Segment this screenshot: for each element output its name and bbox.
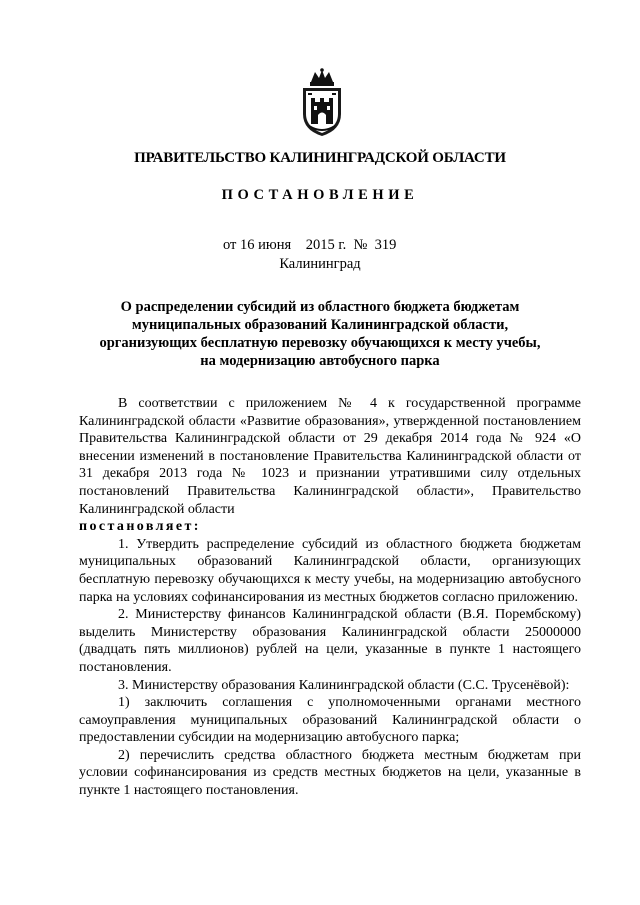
date-year: 2015 г. (305, 237, 347, 253)
government-name: ПРАВИТЕЛЬСТВО КАЛИНИНГРАДСКОЙ ОБЛАСТИ (134, 150, 506, 166)
preamble-paragraph: В соответствии с приложением № 4 к государственной программе Калининградской области «Развитие образования», утвержденной постановлением Правительства Калининградской области от 29 декабря 2014 года № 924 «О внесении изменений в постановление Правительства Калининградской области от 31 декабря 2013 года № 1023 и признании утратившими силу отдельных постановлений Правительства Калининградской области», Правительство Калининградской области (79, 396, 581, 517)
title-line: на модернизацию автобусного парка (200, 353, 440, 369)
item-3-2-paragraph: 2) перечислить средства областного бюджета местным бюджетам при условии софинансирования из средств местных бюджетов на цели, указанные в пункте 1 настоящего постановления. (79, 747, 581, 799)
title-line: О распределении субсидий из областного бюджета бюджетам (120, 299, 520, 315)
item-1-paragraph: 1. Утвердить распределение субсидий из областного бюджета бюджетам муниципальных образований Калининградской области, организующих бесплатную перевозку обучающихся к месту учебы, на модернизацию автобусного парка на условиях софинансирования из местных бюджетов согласно приложению. (79, 536, 581, 605)
item-2-paragraph: 2. Министерству финансов Калининградской области (В.Я. Порембскому) выделить Министерству образования Калининградской области 25000000 (двадцать пять миллионов) рублей на цели, указанные в пункте 1 настоящего постановления. (79, 607, 581, 675)
date-prefix: от (223, 237, 237, 253)
date-month: июня (258, 237, 292, 253)
item-3-paragraph: 3. Министерству образования Калининградской области (С.С. Трусенёвой): (118, 677, 570, 693)
document-title (60, 298, 580, 370)
title-line: муниципальных образований Калининградской области, (131, 317, 509, 333)
resolves-word: постановляет: (79, 519, 201, 535)
document-body (79, 395, 581, 800)
document-date-line (223, 237, 396, 254)
date-day: 16 (240, 237, 255, 253)
document-number: 319 (374, 237, 397, 253)
document-city: Калининград (279, 256, 361, 272)
item-3-1-paragraph: 1) заключить соглашения с уполномоченными органами местного самоуправления муниципальных образований Калининградской области о предоставлении субсидии на модернизацию автобусного парка; (79, 695, 581, 746)
title-line: организующих бесплатную перевозку обучающихся к месту учебы, (99, 335, 541, 351)
number-sign: № (353, 237, 368, 253)
document-type: ПОСТАНОВЛЕНИЕ (221, 187, 419, 203)
coat-of-arms-emblem (297, 68, 347, 138)
